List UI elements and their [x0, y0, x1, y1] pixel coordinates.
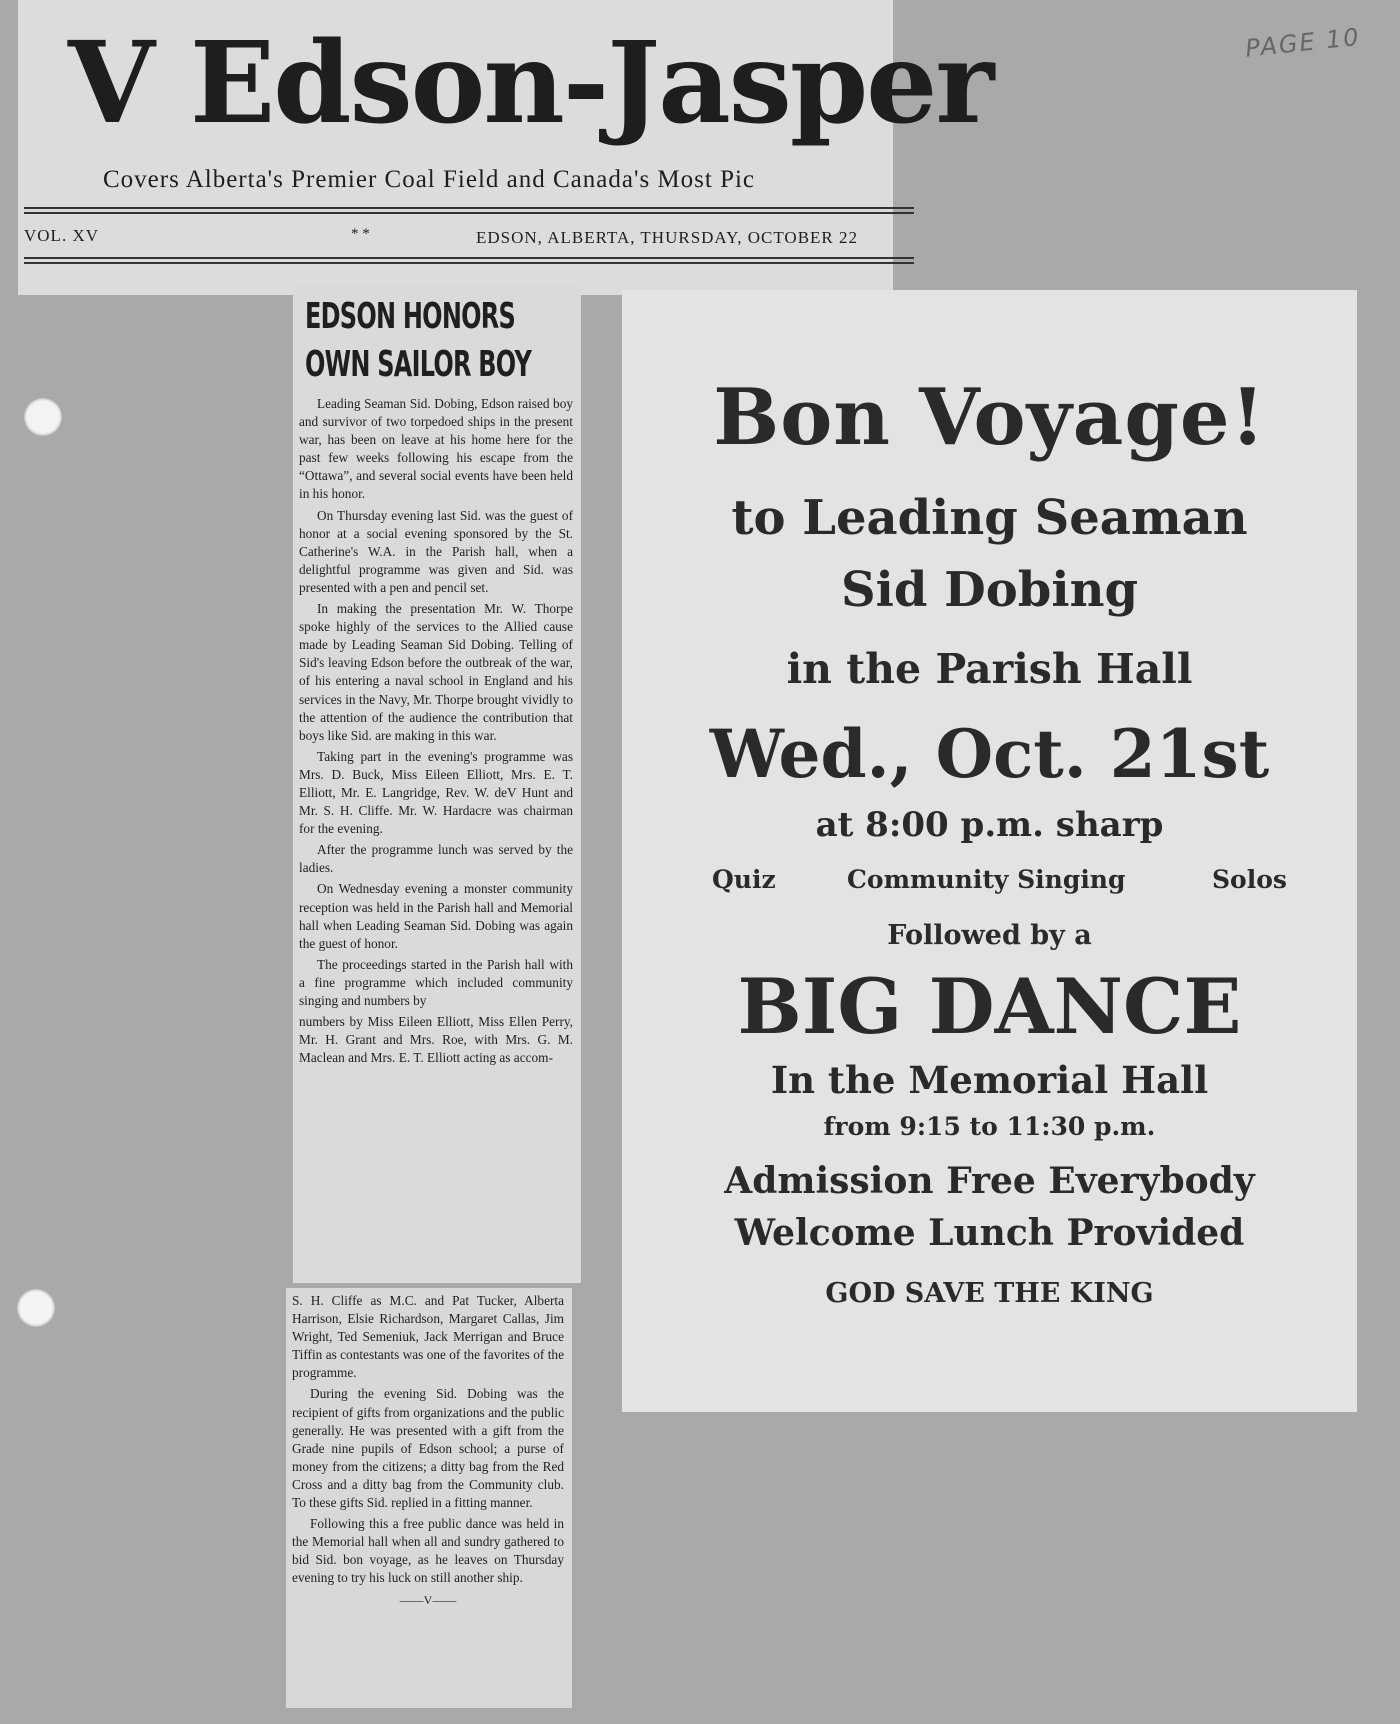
- masthead-rule-bottom: [24, 257, 914, 259]
- article-paragraph: Taking part in the evening's programme was Mrs. D. Buck, Miss Eileen Elliott, Mrs. E. T. Elliott, Mr. E. Langridge, Rev. W. deV Hunt and Mr. S. H. Cliffe. Mr. W. Hardacre was chairman for the evening.: [299, 748, 573, 837]
- article-clipping-upper: [293, 285, 581, 1283]
- volume-number: VOL. XV: [24, 226, 99, 245]
- poster-dance-time: from 9:15 to 11:30 p.m.: [823, 1112, 1156, 1141]
- masthead-rule-top: [24, 207, 914, 209]
- newspaper-tagline: Covers Alberta's Premier Coal Field and Canada's Most Pic: [103, 166, 756, 193]
- article-paragraph: On Wednesday evening a monster community reception was held in the Parish hall and Memorial hall when Leading Seaman Sid. Dobing was again the guest of honor.: [299, 881, 573, 951]
- headline-line-2: OWN SAILOR BOY: [305, 344, 532, 385]
- poster-dance-venue: In the Memorial Hall: [770, 1058, 1209, 1102]
- article-end-mark: ——V——: [399, 1592, 457, 1607]
- article-clipping-lower: [286, 1288, 572, 1708]
- article-body: [293, 395, 581, 1067]
- activity-solos: Solos: [1212, 865, 1287, 894]
- article-body-continued: [286, 1288, 572, 1609]
- article-paragraph: The proceedings started in the Parish hall with a fine programme which included community singing and numbers by: [299, 956, 573, 1008]
- masthead-rule-bottom-2: [24, 262, 914, 264]
- poster-venue: in the Parish Hall: [786, 645, 1193, 693]
- article-paragraph: Leading Seaman Sid. Dobing, Edson raised boy and survivor of two torpedoed ships in the present war, has been on leave at his home here for the past few weeks following his escape from the “Ottawa”, and several social events have been held in his honor.: [299, 396, 573, 502]
- article-headline: [305, 293, 571, 389]
- article-continuation: S. H. Cliffe as M.C. and Pat Tucker, Alberta Harrison, Elsie Richardson, Margaret Callas, Jim Wright, Ted Semeniuk, Jack Merrigan and Bruce Tiffin as contestants was one of the favorites of the programme.: [292, 1293, 564, 1381]
- masthead-rule-top-2: [24, 212, 914, 214]
- poster-headline: Bon Voyage!: [713, 372, 1266, 463]
- poster-time: at 8:00 p.m. sharp: [815, 805, 1164, 845]
- activity-singing: Community Singing: [847, 865, 1126, 894]
- poster-date: Wed., Oct. 21st: [709, 715, 1270, 793]
- article-paragraph: Following this a free public dance was held in the Memorial hall when all and sundry gathered to bid Sid. bon voyage, as he leaves on Thursday evening to try his luck on still another ship.: [292, 1516, 564, 1586]
- activity-quiz: Quiz: [712, 865, 776, 894]
- binder-hole-upper: [24, 398, 62, 436]
- article-paragraph: After the programme lunch was served by the ladies.: [299, 842, 573, 876]
- masthead-dots: * *: [351, 226, 370, 242]
- binder-hole-lower: [17, 1289, 55, 1327]
- article-paragraph: During the evening Sid. Dobing was the recipient of gifts from organizations and the public generally. He was presented with a gift from the Grade nine pupils of Edson school; a purse of money from the citizens; a ditty bag from the Red Cross and a ditty bag from the Community club. To these gifts Sid. replied in a fitting manner.: [292, 1386, 564, 1511]
- poster-anthem: GOD SAVE THE KING: [825, 1278, 1154, 1309]
- newspaper-masthead-clipping: [18, 0, 993, 295]
- article-paragraph: On Thursday evening last Sid. was the guest of honor at a social evening sponsored by the St. Catherine's W.A. in the Parish hall, when a delightful programme was given and Sid. was presented with a pen and pencil set.: [299, 507, 573, 595]
- article-paragraph: In making the presentation Mr. W. Thorpe spoke highly of the services to the Allied cause made by Leading Seaman Sid Dobing. Telling of Sid's leaving Edson before the outbreak of the war, of his entering a naval school in England and his services in the Navy, Mr. Thorpe brought vividly to the attention of the audience the contribution that boys like Sid. are making in this war.: [299, 601, 573, 743]
- poster-honoree-name: Sid Dobing: [840, 562, 1139, 618]
- bon-voyage-poster: [622, 290, 1357, 1412]
- poster-honoree-rank: to Leading Seaman: [731, 490, 1248, 546]
- newspaper-title: V Edson-Jasper: [68, 18, 993, 149]
- poster-admission: Admission Free Everybody: [724, 1160, 1255, 1202]
- poster-big-dance: BIG DANCE: [737, 962, 1242, 1051]
- place-and-date: EDSON, ALBERTA, THURSDAY, OCTOBER 22: [476, 228, 859, 247]
- headline-line-1: EDSON HONORS: [305, 296, 516, 337]
- poster-welcome-lunch: Welcome Lunch Provided: [734, 1212, 1245, 1254]
- handwritten-page-number: PAGE 10: [1243, 22, 1362, 63]
- article-continuation: numbers by Miss Eileen Elliott, Miss Ellen Perry, Mr. H. Grant and Mrs. Roe, with Mrs. G. M. Maclean and Mrs. E. T. Elliott acting as accom-: [299, 1014, 573, 1066]
- poster-followed-by: Followed by a: [887, 920, 1092, 951]
